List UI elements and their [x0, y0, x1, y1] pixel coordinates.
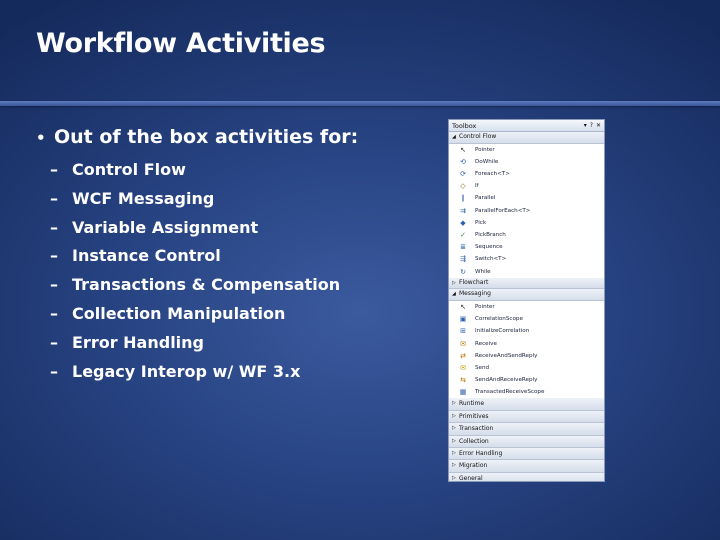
title-rule: [0, 101, 720, 106]
category-error-handling[interactable]: [449, 448, 604, 460]
toolbox-item[interactable]: [449, 337, 604, 349]
sub-bullet-text: Instance Control: [72, 246, 221, 266]
category-label: Messaging: [459, 290, 491, 298]
sub-bullet-dash: –: [50, 160, 58, 179]
toolbox-item-label: TransactedReceiveScope: [475, 389, 545, 396]
collapse-arrow-icon: ◢: [452, 291, 456, 298]
category-label: Primitives: [459, 412, 489, 420]
toolbox-item[interactable]: [449, 205, 604, 217]
pick-icon: ◆: [460, 218, 466, 227]
parallel-icon: ∥: [461, 194, 465, 203]
receive-icon: ✉: [460, 339, 466, 348]
category-migration[interactable]: [449, 460, 604, 472]
category-messaging[interactable]: [449, 289, 604, 301]
sub-bullet-text: WCF Messaging: [72, 188, 215, 208]
sequence-icon: ≣: [460, 243, 466, 252]
expand-arrow-icon: ▷: [452, 400, 456, 407]
sub-bullet-dash: –: [50, 246, 58, 266]
sub-bullet-item: [50, 185, 436, 214]
switch-icon: ⇶: [460, 255, 466, 264]
category-label: Error Handling: [459, 449, 503, 457]
sub-bullet-item: [50, 242, 436, 271]
toolbox-item-label: ReceiveAndSendReply: [475, 352, 538, 359]
toolbox-item[interactable]: [449, 192, 604, 204]
expand-arrow-icon: ▷: [452, 425, 456, 432]
sub-bullet-text: Error Handling: [72, 332, 205, 352]
help-icon[interactable]: ?: [589, 122, 593, 129]
sub-bullet-item: [50, 156, 436, 185]
pointer-icon: ↖: [460, 145, 466, 154]
category-control-flow[interactable]: [449, 132, 604, 144]
sub-bullet-item: [50, 271, 436, 300]
toolbox-item[interactable]: [449, 144, 604, 156]
transacted-receive-icon: ▦: [459, 388, 467, 397]
sub-bullet-item: [50, 214, 436, 243]
toolbox-item[interactable]: [449, 386, 604, 398]
category-runtime[interactable]: [449, 398, 604, 410]
sub-bullet-dash: –: [50, 361, 58, 381]
sub-list: [36, 156, 436, 386]
toolbox-item[interactable]: [449, 362, 604, 374]
bullet-main: [36, 126, 436, 148]
toolbox-item[interactable]: [449, 325, 604, 337]
toolbox-controls: [584, 122, 601, 129]
sub-bullet-dash: –: [50, 188, 58, 208]
toolbox-panel: [448, 119, 605, 482]
category-label: Runtime: [459, 400, 485, 408]
category-label: General: [459, 474, 483, 482]
category-primitives[interactable]: [449, 411, 604, 423]
toolbox-item-label: DoWhile: [475, 158, 499, 165]
sub-bullet-item: [50, 300, 436, 329]
toolbox-item[interactable]: [449, 265, 604, 277]
foreach-icon: ⟳: [460, 170, 466, 179]
sub-bullet-text: Transactions & Compensation: [72, 275, 341, 295]
toolbox-item-label: InitializeCorrelation: [475, 328, 530, 335]
sub-bullet-text: Control Flow: [72, 160, 186, 179]
initialize-correlation-icon: ⊞: [460, 327, 466, 336]
toolbox-item-label: If: [475, 183, 479, 190]
toolbox-item[interactable]: [449, 253, 604, 265]
send-icon: ✉: [460, 363, 466, 372]
toolbox-item[interactable]: [449, 350, 604, 362]
toolbox-item[interactable]: [449, 217, 604, 229]
control-flow-items: [449, 144, 604, 278]
sub-bullet-dash: –: [50, 217, 58, 237]
toolbox-item-label: Pointer: [475, 303, 495, 310]
category-flowchart[interactable]: [449, 278, 604, 290]
category-transaction[interactable]: [449, 423, 604, 435]
toolbox-item-label: Pick: [475, 219, 487, 226]
toolbox-item-label: PickBranch: [475, 232, 506, 238]
category-label: Control Flow: [459, 133, 497, 140]
toolbox-item[interactable]: [449, 180, 604, 192]
parallel-foreach-icon: ⇉: [460, 206, 466, 215]
toolbox-item-label: Parallel: [475, 195, 496, 202]
sub-bullet-text: Legacy Interop w/ WF 3.x: [72, 361, 301, 381]
collapse-arrow-icon: ◢: [452, 134, 456, 140]
toolbox-item-label: While: [475, 268, 491, 275]
pickbranch-icon: ✓: [460, 231, 466, 239]
bullet-text: Out of the box activities for:: [54, 126, 359, 148]
toolbox-item[interactable]: [449, 156, 604, 168]
expand-arrow-icon: ▷: [452, 474, 456, 481]
toolbox-item[interactable]: [449, 168, 604, 180]
bullet-dot: •: [36, 129, 46, 147]
toolbox-title: Toolbox: [452, 121, 477, 130]
toolbox-item[interactable]: [449, 374, 604, 386]
sub-bullet-item: [50, 358, 436, 387]
sub-bullet-item: [50, 329, 436, 358]
expand-arrow-icon: ▷: [452, 449, 456, 456]
expand-arrow-icon: ▷: [452, 279, 456, 286]
toolbox-item-label: Pointer: [475, 146, 495, 153]
sub-bullet-dash: –: [50, 303, 58, 323]
toolbox-item[interactable]: [449, 301, 604, 313]
category-label: Collection: [459, 437, 489, 445]
toolbox-item-label: Switch<T>: [475, 256, 507, 263]
toolbox-item-label: Send: [475, 364, 490, 371]
bullet-list: [36, 126, 436, 386]
sub-bullet-text: Variable Assignment: [72, 217, 259, 237]
if-icon: ◇: [460, 182, 466, 191]
toolbox-header: [449, 120, 604, 132]
expand-arrow-icon: ▷: [452, 437, 456, 444]
category-general[interactable]: [449, 473, 604, 482]
sub-bullet-dash: –: [50, 332, 58, 352]
messaging-items: [449, 301, 604, 399]
toolbox-item-label: CorrelationScope: [475, 316, 523, 323]
category-label: Migration: [459, 462, 488, 470]
category-label: Transaction: [459, 425, 494, 433]
toolbox-item-label: ParallelForEach<T>: [475, 207, 531, 214]
receive-send-reply-icon: ⇄: [460, 351, 466, 360]
pointer-icon: ↖: [460, 302, 466, 311]
toolbox-item-label: SendAndReceiveReply: [475, 377, 538, 384]
sub-bullet-text: Collection Manipulation: [72, 303, 286, 323]
send-receive-reply-icon: ⇆: [460, 376, 466, 385]
category-label: Flowchart: [459, 278, 489, 286]
toolbox-item[interactable]: [449, 241, 604, 253]
correlation-scope-icon: ▣: [459, 315, 467, 324]
dowhile-icon: ⟲: [460, 157, 466, 166]
toolbox-item-label: Foreach<T>: [475, 171, 510, 178]
close-icon[interactable]: ✕: [595, 122, 601, 129]
toolbox-item[interactable]: [449, 229, 604, 241]
expand-arrow-icon: ▷: [452, 412, 456, 419]
sub-bullet-dash: –: [50, 275, 58, 295]
expand-arrow-icon: ▷: [452, 462, 456, 469]
toolbox-item[interactable]: [449, 313, 604, 325]
category-collection[interactable]: [449, 436, 604, 448]
while-icon: ↻: [460, 267, 466, 276]
dropdown-icon[interactable]: ▾: [583, 122, 587, 129]
toolbox-item-label: Sequence: [475, 244, 503, 251]
slide-title: Workflow Activities: [36, 28, 326, 59]
toolbox-item-label: Receive: [475, 340, 497, 347]
collapsed-categories: [449, 398, 604, 482]
